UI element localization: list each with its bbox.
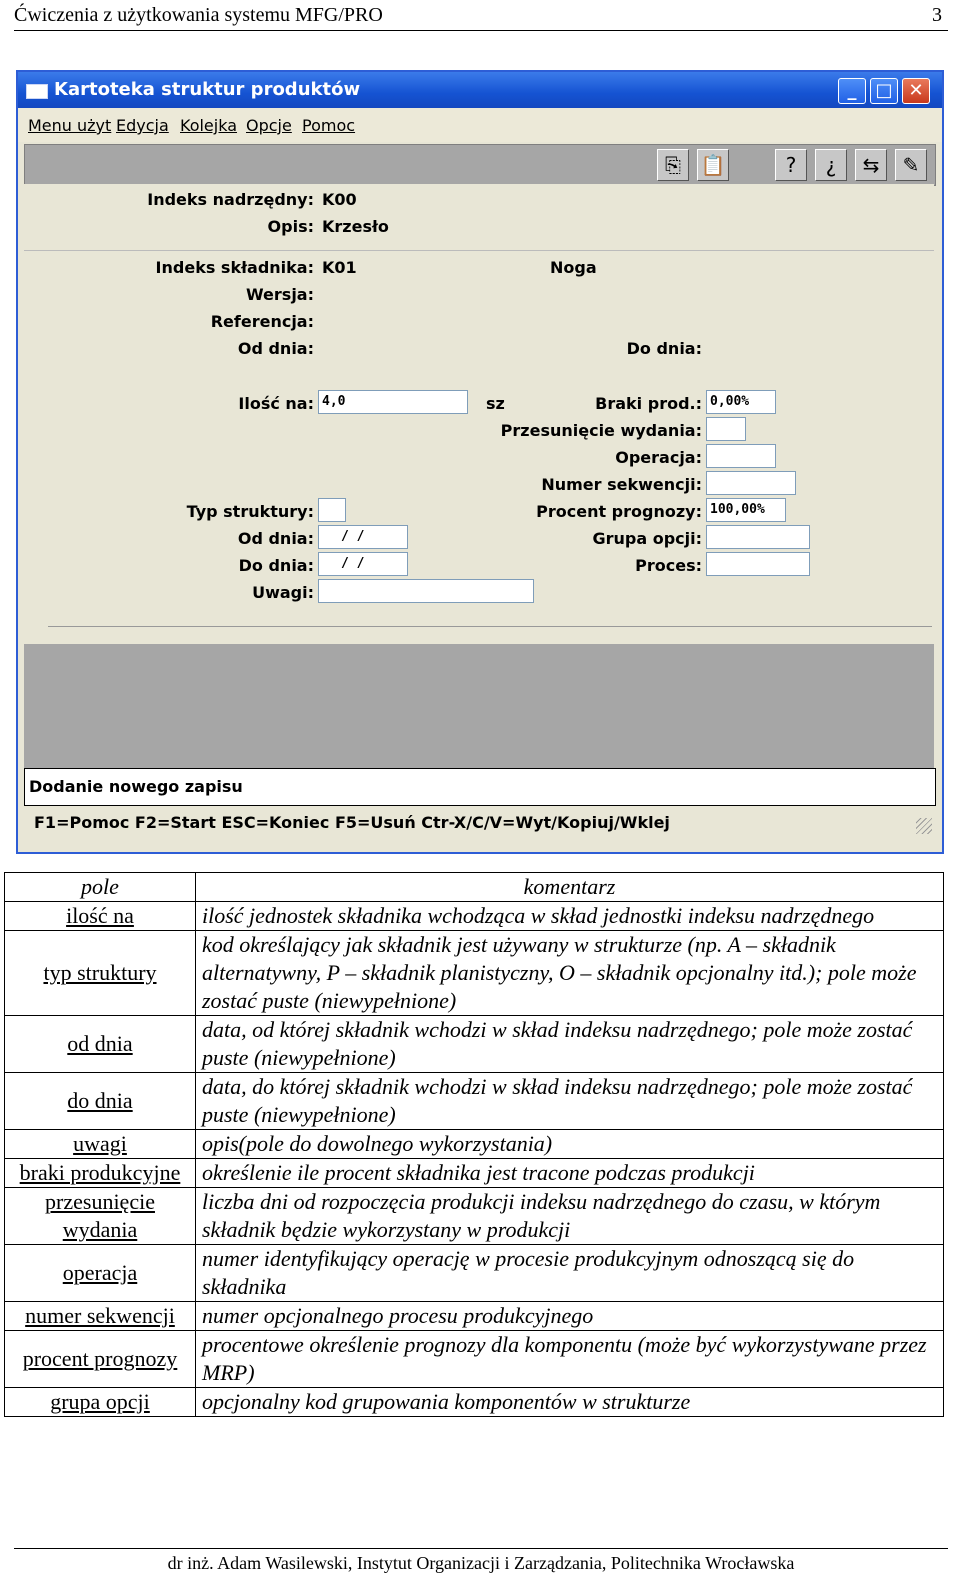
field-name: braki produkcyjne	[5, 1159, 196, 1188]
field-name: numer sekwencji	[5, 1302, 196, 1331]
version-label: Wersja:	[245, 285, 314, 304]
empty-area	[24, 644, 934, 768]
field-comment: procentowe określenie prognozy dla komponentu (może być wykorzystywane przez MRP)	[196, 1331, 944, 1388]
menu-item-help[interactable]: Pomoc	[302, 116, 356, 135]
field-name: od dnia	[5, 1016, 196, 1073]
header-panel	[24, 184, 934, 251]
field-comment: numer identyfikujący operację w procesie produkcyjnym odnoszącą się do składnika	[196, 1245, 944, 1302]
page-number: 3	[932, 4, 942, 26]
minimize-button[interactable]: _	[838, 78, 866, 104]
exit-icon[interactable]: ✎	[895, 149, 927, 181]
field-comment: opis(pole do dowolnego wykorzystania)	[196, 1130, 944, 1159]
field-name: operacja	[5, 1245, 196, 1302]
maximize-button[interactable]: □	[870, 78, 898, 104]
remarks-field[interactable]	[318, 579, 534, 603]
status-message: Dodanie nowego zapisu	[24, 768, 936, 806]
scrap-label: Braki prod.:	[595, 394, 702, 413]
structure-type-field[interactable]	[318, 498, 346, 522]
table-row	[5, 1188, 944, 1245]
table-row	[5, 1331, 944, 1388]
component-item-value: K01	[322, 258, 357, 277]
option-group-label: Grupa opcji:	[592, 529, 702, 548]
header-field: pole	[5, 873, 196, 902]
table-row	[5, 1388, 944, 1417]
resize-grip-icon[interactable]	[916, 818, 932, 834]
scrap-field[interactable]: 0,00%	[706, 390, 776, 414]
field-name: grupa opcji	[5, 1388, 196, 1417]
table-row	[5, 1016, 944, 1073]
application-window	[16, 70, 944, 854]
qty-per-field[interactable]: 4,0	[318, 390, 468, 414]
field-comment: kod określający jak składnik jest używany w strukturze (np. A – składnik alternatywny, P – składnik planistyczny, O – składnik opcjonalny itd.); pole może zostać puste (niewypełnione)	[196, 931, 944, 1016]
field-name: uwagi	[5, 1130, 196, 1159]
parent-item-label: Indeks nadrzędny:	[147, 190, 314, 209]
menu-item-options[interactable]: Opcje	[246, 116, 292, 135]
process-label: Proces:	[635, 556, 702, 575]
title-bar[interactable]	[18, 72, 942, 108]
field-name: do dnia	[5, 1073, 196, 1130]
panel-divider	[48, 626, 932, 627]
qty-per-label: Ilość na:	[238, 394, 314, 413]
field-comment: ilość jednostek składnika wchodząca w skład jednostki indeksu nadrzędnego	[196, 902, 944, 931]
field-name: typ struktury	[5, 931, 196, 1016]
record-icon[interactable]: ⇆	[855, 149, 887, 181]
unit-of-measure: sz	[486, 394, 505, 413]
sequence-label: Numer sekwencji:	[541, 475, 702, 494]
table-row	[5, 1159, 944, 1188]
table-row	[5, 902, 944, 931]
reference-label: Referencja:	[210, 312, 314, 331]
copy-icon[interactable]: ⎘	[657, 149, 689, 181]
end-date-label: Do dnia:	[238, 556, 314, 575]
remarks-label: Uwagi:	[252, 583, 314, 602]
component-panel	[24, 252, 934, 644]
field-description-table	[4, 872, 944, 1417]
field-comment: data, do której składnik wchodzi w skład indeksu nadrzędnego; pole może zostać puste (niewypełnione)	[196, 1073, 944, 1130]
start-date-label: Od dnia:	[237, 529, 314, 548]
menu-item-edit[interactable]: Edycja	[116, 116, 169, 135]
close-button[interactable]: ✕	[902, 78, 930, 104]
table-row	[5, 1245, 944, 1302]
component-item-label: Indeks składnika:	[155, 258, 314, 277]
structure-type-label: Typ struktury:	[186, 502, 314, 521]
field-name: przesunięcie wydania	[5, 1188, 196, 1245]
window-title: Kartoteka struktur produktów	[54, 79, 361, 100]
end-date-field[interactable]: / /	[318, 552, 408, 576]
field-comment: data, od której składnik wchodzi w skład indeksu nadrzędnego; pole może zostać puste (niewypełnione)	[196, 1016, 944, 1073]
browse-help-icon[interactable]: ¿	[815, 149, 847, 181]
table-header-row	[5, 873, 944, 902]
page-header	[14, 4, 948, 31]
toolbar	[24, 144, 936, 186]
field-name: ilość na	[5, 902, 196, 931]
function-keys-bar	[24, 808, 936, 838]
menu-bar	[18, 108, 942, 142]
description-value: Krzesło	[322, 217, 389, 236]
component-description: Noga	[550, 258, 597, 277]
process-field[interactable]	[706, 552, 810, 576]
paste-icon[interactable]: 📋	[697, 149, 729, 181]
forecast-percent-field[interactable]: 100,00%	[706, 498, 786, 522]
window-icon	[26, 84, 48, 99]
operation-label: Operacja:	[615, 448, 702, 467]
from-date-label: Od dnia:	[237, 339, 314, 358]
start-date-field[interactable]: / /	[318, 525, 408, 549]
field-comment: liczba dni od rozpoczęcia produkcji indeksu nadrzędnego do czasu, w którym składnik będzie wykorzystany w produkcji	[196, 1188, 944, 1245]
forecast-percent-label: Procent prognozy:	[536, 502, 702, 521]
sequence-field[interactable]	[706, 471, 796, 495]
table-row	[5, 1073, 944, 1130]
table-row	[5, 1302, 944, 1331]
page-footer: dr inż. Adam Wasilewski, Instytut Organizacji i Zarządzania, Politechnika Wrocławska	[14, 1548, 948, 1574]
table-row	[5, 931, 944, 1016]
menu-item-queue[interactable]: Kolejka	[180, 116, 238, 135]
document-title: Ćwiczenia z użytkowania systemu MFG/PRO	[14, 4, 383, 26]
description-label: Opis:	[267, 217, 314, 236]
menu-item-menu[interactable]: Menu użyt	[28, 116, 112, 135]
option-group-field[interactable]	[706, 525, 810, 549]
field-comment: opcjonalny kod grupowania komponentów w strukturze	[196, 1388, 944, 1417]
function-keys-text: F1=Pomoc F2=Start ESC=Koniec F5=Usuń Ctr-X/C/V=Wyt/Kopiuj/Wklej	[34, 813, 670, 832]
field-comment: numer opcjonalnego procesu produkcyjnego	[196, 1302, 944, 1331]
parent-item-value: K00	[322, 190, 357, 209]
operation-field[interactable]	[706, 444, 776, 468]
header-comment: komentarz	[196, 873, 944, 902]
field-name: procent prognozy	[5, 1331, 196, 1388]
table-row	[5, 1130, 944, 1159]
lead-offset-label: Przesunięcie wydania:	[500, 421, 702, 440]
lead-offset-field[interactable]	[706, 417, 746, 441]
to-date-label: Do dnia:	[626, 339, 702, 358]
search-help-icon[interactable]: ?	[775, 149, 807, 181]
field-comment: określenie ile procent składnika jest tracone podczas produkcji	[196, 1159, 944, 1188]
